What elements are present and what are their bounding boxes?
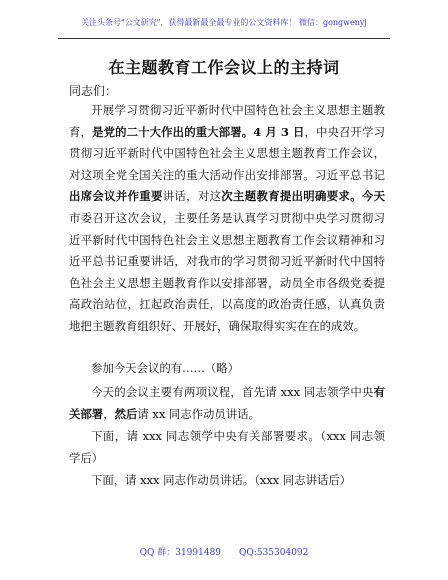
footer-qq-group: QQ 群：31991489: [139, 548, 222, 558]
salutation: 同志们：: [69, 84, 118, 98]
footer-qq-number: QQ:535304092: [239, 548, 309, 558]
paragraph-agenda: [69, 382, 385, 425]
p3-text-e: 请 xx 同志作动员讲话。: [137, 406, 260, 421]
p1-bold-d: 出席会议并作重要: [69, 189, 163, 204]
p1-text-e: 讲话，对这: [162, 189, 222, 204]
header-divider: [58, 38, 390, 39]
p3-bold-b: 有关部署: [69, 385, 385, 421]
document-title: 在主题教育工作会议上的主持词: [108, 58, 340, 77]
p3-text-c: ，: [103, 406, 115, 421]
footer-contact: [0, 545, 448, 558]
p1-text-g: 市委召开这次会议，主要任务是认真学习贯彻中央学习贯彻习近平新时代中国特色社会主义思想主题教育工作会议精神和习近平总书记重要讲话，对我市的学习贯彻习近平新时代中国特色社会主义思想主题教育作以安排部署，动员全市各级党委提高政治站位，扛起政治责任，以高度的政治责任感，认真负责地把主题教育组织好、开展好，确保取得实实在在的成效。: [69, 210, 385, 333]
header-promo-note: 关注头条号"公文研究"，获得最新最全最专业的公文资料库！ 微信：gongwenyj: [81, 18, 367, 27]
p3-bold-d: 然后: [114, 406, 138, 421]
p3-text-a: 今天的会议主要有两项议程，首先请 xxx 同志领学中央: [91, 385, 374, 399]
p1-bold-f: 次主题教育提出明确要求。今天: [221, 189, 385, 204]
p1-bold-b: 是党的二十大作出的重大部署。4 月 3 日: [92, 124, 305, 139]
p1-text-c: ，中央召开学习贯彻习近平新时代中国特色社会主义思想主题教育工作会议，对这项全党全国关注的重大活动作出安排部署。习近平总书记: [69, 124, 385, 182]
paragraph-step-two: 下面，请 xxx 同志作动员讲话。（xxx 同志讲话后）: [91, 473, 352, 487]
p1-text-a: 开展学习贯彻习近平新时代中国特色社会主义思想主题教育，: [69, 103, 385, 139]
paragraph-step-one: 下面，请 xxx 同志领学中央有关部署要求。（xxx 同志领学后）: [69, 429, 385, 465]
paragraph-attendees: 参加今天会议的有……（略）: [91, 361, 240, 375]
paragraph-intro: [69, 100, 385, 338]
